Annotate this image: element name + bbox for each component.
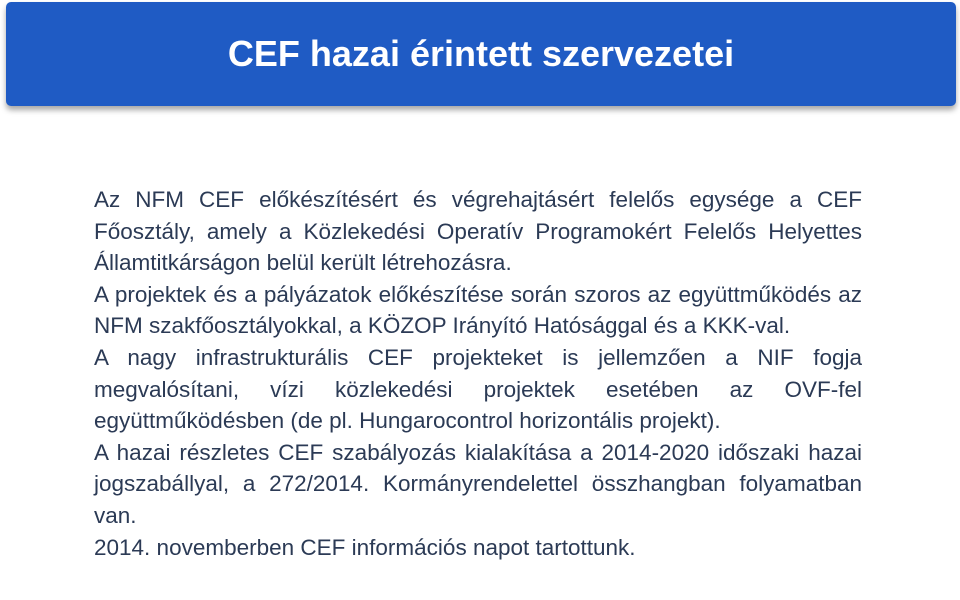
paragraph-cef-department: Az NFM CEF előkészítésért és végrehajtásért felelős egysége a CEF Főosztály, amely a Közlekedési Operatív Programokért Felelős Helyettes Államtitkárságon belül került létrehozásra. [94, 187, 862, 276]
paragraph-info-day: 2014. novemberben CEF információs napot tartottunk. [94, 534, 636, 560]
slide-title: CEF hazai érintett szervezetei [227, 33, 735, 74]
paragraph-regulation: A hazai részletes CEF szabályozás kialakítása a 2014-2020 időszaki hazai jogszabállyal, a 272/2014. Kormányrendelettel összhangban folyamatban van. [94, 439, 862, 528]
title-bar [6, 2, 956, 106]
paragraph-cooperation: A projektek és a pályázatok előkészítése során szoros az együttműködés az NFM szakfőosztályokkal, a KÖZOP Irányító Hatósággal és a KKK-val. [94, 281, 862, 339]
paragraph-infrastructure-projects: A nagy infrastrukturális CEF projekteket is jellemzően a NIF fogja megvalósítani, vízi közlekedési projektek esetében az OVF-fel együttműködésben (de pl. Hungarocontrol horizontális projekt). [94, 344, 862, 434]
slide-body [94, 184, 862, 563]
